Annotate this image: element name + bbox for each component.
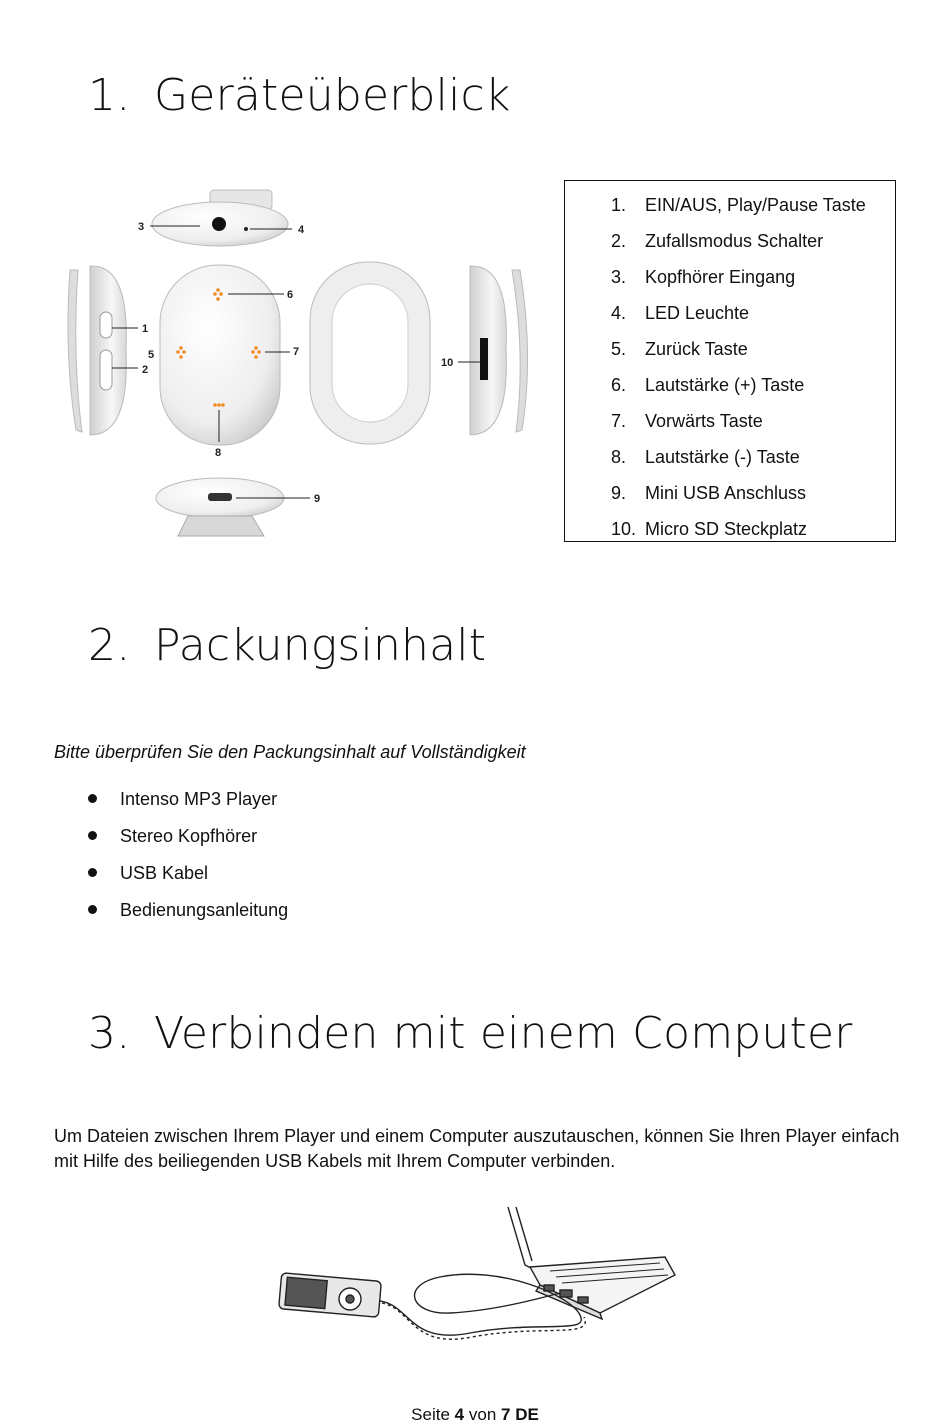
legend-row: [565, 475, 895, 511]
legend-label: EIN/AUS, Play/Pause Taste: [645, 195, 866, 215]
list-item-text: Intenso MP3 Player: [120, 789, 278, 809]
callout-9: 9: [314, 493, 321, 505]
device-legend: [564, 180, 896, 542]
callout-4: 4: [298, 224, 305, 236]
legend-row: [565, 331, 895, 367]
footer-total-pages: 7 DE: [501, 1405, 539, 1424]
legend-label: Micro SD Steckplatz: [645, 519, 808, 539]
legend-row: [565, 511, 895, 547]
device-back-view: [310, 262, 430, 444]
device-overview-illustration: [60, 180, 540, 550]
legend-label: Lautstärke (-) Taste: [645, 447, 800, 467]
device-right-side-view: [458, 266, 528, 435]
legend-label: Vorwärts Taste: [645, 411, 763, 431]
legend-row: [565, 439, 895, 475]
page-footer: [0, 1405, 950, 1425]
section-heading-connect: [88, 1008, 853, 1059]
device-front-view: [160, 265, 290, 445]
callout-8: 8: [215, 447, 222, 459]
section-number: 3.: [88, 1008, 131, 1059]
legend-number: 3.: [611, 267, 627, 287]
section-number: 1.: [88, 70, 131, 121]
package-intro: Bitte überprüfen Sie den Packungsinhalt auf Vollständigkeit: [54, 742, 526, 762]
legend-row: [565, 367, 895, 403]
bullet-icon: [88, 794, 97, 803]
legend-row: [565, 187, 895, 223]
callout-1: 1: [142, 323, 149, 335]
callout-2: 2: [142, 364, 149, 376]
legend-label: LED Leuchte: [645, 303, 750, 323]
legend-label: Zurück Taste: [645, 339, 748, 359]
bullet-icon: [88, 905, 97, 914]
device-left-side-view: [68, 266, 172, 435]
section-title: Packungsinhalt: [154, 620, 487, 671]
device-bottom-view: [156, 478, 310, 536]
section-heading-overview: [88, 70, 511, 121]
legend-number: 4.: [611, 303, 627, 323]
list-item-text: USB Kabel: [120, 863, 209, 883]
footer-page-number: 4: [454, 1405, 465, 1424]
legend-row: [565, 295, 895, 331]
callout-3: 3: [138, 221, 145, 233]
legend-label: Lautstärke (+) Taste: [645, 375, 805, 395]
list-item-text: Bedienungsanleitung: [120, 900, 289, 920]
legend-number: 2.: [611, 231, 627, 251]
legend-label: Kopfhörer Eingang: [645, 267, 796, 287]
section-heading-package: [88, 620, 486, 671]
device-top-view: [150, 190, 292, 246]
callout-6: 6: [287, 289, 294, 301]
bullet-icon: [88, 831, 97, 840]
legend-number: 9.: [611, 483, 627, 503]
legend-label: Zufallsmodus Schalter: [645, 231, 824, 251]
bullet-icon: [88, 868, 97, 877]
legend-row: [565, 259, 895, 295]
section-title: Verbinden mit einem Computer: [154, 1008, 853, 1059]
legend-row: [565, 223, 895, 259]
section-title: Geräteüberblick: [154, 70, 511, 121]
section-number: 2.: [88, 620, 131, 671]
legend-number: 7.: [611, 411, 627, 431]
callout-7: 7: [293, 346, 300, 358]
footer-middle: von: [468, 1405, 497, 1424]
legend-row: [565, 403, 895, 439]
legend-number: 1.: [611, 195, 627, 215]
legend-number: 5.: [611, 339, 627, 359]
callout-10: 10: [441, 357, 454, 369]
legend-number: 8.: [611, 447, 627, 467]
connect-paragraph: Um Dateien zwischen Ihrem Player und einem Computer auszutauschen, können Sie Ihren Player einfach mit Hilfe des beiliegenden USB Kabels mit Ihrem Computer verbinden.: [54, 1126, 900, 1171]
legend-number: 6.: [611, 375, 627, 395]
footer-prefix: Seite: [411, 1405, 450, 1424]
list-item-text: Stereo Kopfhörer: [120, 826, 258, 846]
usb-connection-illustration: [240, 1205, 680, 1345]
legend-number: 10.: [611, 519, 637, 539]
legend-label: Mini USB Anschluss: [645, 483, 807, 503]
callout-5: 5: [148, 349, 155, 361]
